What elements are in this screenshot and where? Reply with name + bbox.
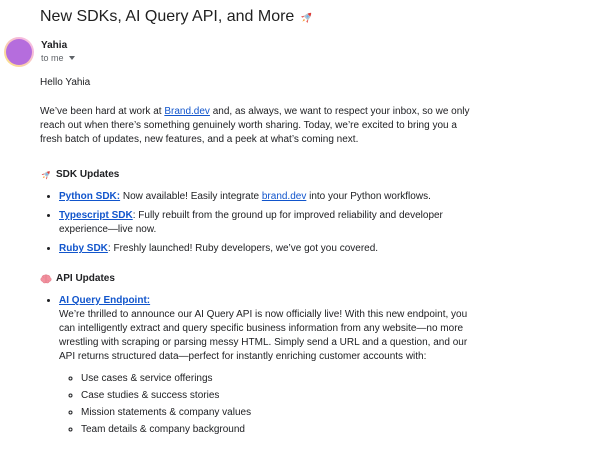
api-updates-list [40, 294, 474, 437]
chevron-down-icon[interactable] [69, 56, 75, 60]
typescript-sdk-link[interactable]: Typescript SDK [59, 210, 133, 221]
ruby-sdk-text: : Freshly launched! Ruby developers, we’ve got you covered. [107, 243, 379, 254]
typescript-sdk-text: : Fully rebuilt from the ground up for improved reliability and developer experience—live now. [59, 210, 443, 235]
sdk-updates-list [40, 190, 474, 256]
sender-header [4, 37, 600, 67]
list-item: ◦ Case studies & success stories [81, 389, 474, 403]
brain-icon [40, 273, 52, 285]
brand-dev-link[interactable]: Brand.dev [164, 106, 210, 117]
python-sdk-link[interactable]: Python SDK: [59, 191, 121, 202]
recipient-dropdown[interactable] [41, 52, 75, 64]
python-sdk-text: Now available! Easily integrate [120, 191, 262, 202]
list-item: ◦ Use cases & service offerings [81, 372, 474, 386]
list-item [59, 209, 474, 237]
brand-dev-inline-link[interactable]: brand.dev [261, 191, 307, 202]
rocket-icon [299, 10, 314, 25]
ai-query-endpoint-link[interactable]: AI Query Endpoint: [59, 295, 151, 306]
email-body [40, 76, 474, 437]
intro-paragraph [40, 105, 474, 147]
ai-query-sublist [59, 372, 474, 437]
intro-text-before: We’ve been hard at work at [40, 106, 165, 117]
sdk-updates-heading [40, 168, 474, 182]
list-item: ◦ Mission statements & company values [81, 406, 474, 420]
email-subject [40, 8, 560, 26]
api-updates-heading [40, 272, 474, 286]
sdk-updates-title: SDK Updates [56, 169, 120, 180]
rocket-icon [40, 169, 52, 181]
list-item [59, 242, 474, 256]
list-item [59, 294, 474, 437]
ruby-sdk-link[interactable]: Ruby SDK [59, 243, 108, 254]
avatar[interactable] [4, 37, 34, 67]
list-item: ◦ Team details & company background [81, 423, 474, 437]
list-item [59, 190, 474, 204]
sender-meta [41, 40, 75, 64]
to-me-label: to me [41, 53, 64, 63]
ai-query-description: We’re thrilled to announce our AI Query API is now officially live! With this new endpoint, you can intelligently extract and query specific business information from any website—no more wrestling with scraping or parsing messy HTML. Simply send a URL and a question, and our API returns structured data—perfect for instantly enriching customer accounts with: [59, 309, 468, 362]
greeting: Hello Yahia [40, 77, 91, 88]
sender-name: Yahia [41, 40, 68, 51]
api-updates-title: API Updates [56, 273, 115, 284]
python-sdk-text-end: into your Python workflows. [306, 191, 431, 202]
subject-text: New SDKs, AI Query API, and More [40, 8, 295, 25]
intro-text-after: and, as always, we want to respect your inbox, so we only reach out when there’s something genuinely worth sharing. Today, we’re excited to bring you a fresh batch of updates, new features, and a peek at what’s coming next. [40, 106, 470, 145]
